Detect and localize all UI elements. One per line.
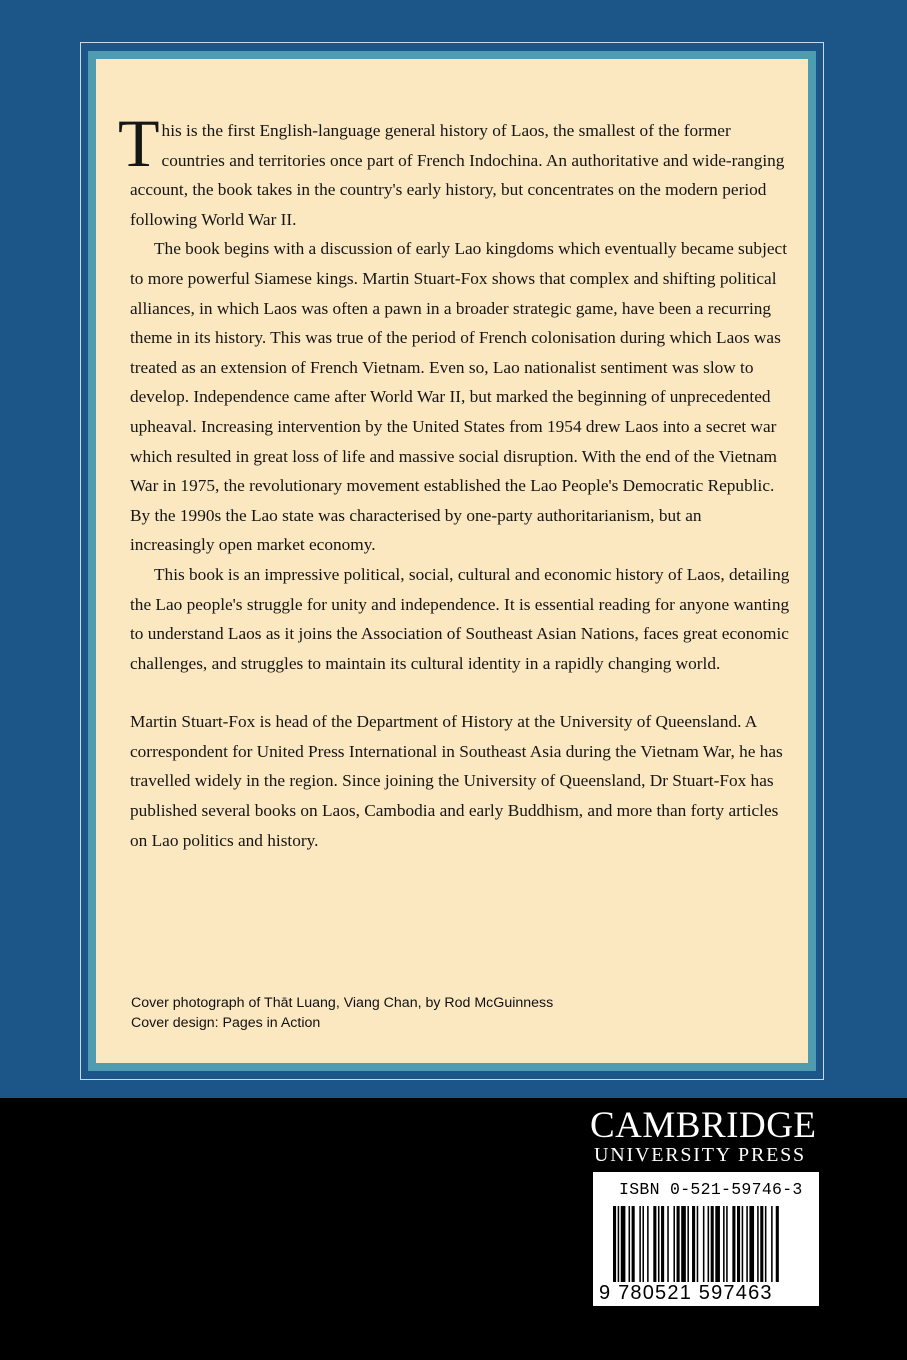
- isbn-label: ISBN 0-521-59746-3: [619, 1180, 803, 1199]
- design-credit: Cover design: Pages in Action: [131, 1014, 321, 1031]
- publisher-name: CAMBRIDGE: [590, 1105, 817, 1146]
- drop-cap: T: [118, 105, 160, 181]
- blurb-paragraph-3: This book is an impressive political, social, cultural and economic history of Laos, detailing the Lao people's struggle for unity and independence. It is essential reading for anyone wanting to understand Laos as it joins the Association of Southeast Asian Nations, faces great economic challenges, and struggles to maintain its cultural identity in a rapidly changing world.: [130, 564, 790, 673]
- blurb-paragraph-1-text: his is the first English-language general history of Laos, the smallest of the former countries and territories once part of French Indochina. An authoritative and wide-ranging account, the book takes in the country's early history, but concentrates on the modern period following World War II.: [130, 121, 785, 229]
- barcode-box: [593, 1172, 819, 1306]
- photo-credit: Cover photograph of Thāt Luang, Viang Chan, by Rod McGuinness: [131, 995, 554, 1011]
- publisher-subtitle: UNIVERSITY PRESS: [594, 1144, 806, 1166]
- blurb-paragraph-2: The book begins with a discussion of early Lao kingdoms which eventually became subject to more powerful Siamese kings. Martin Stuart-Fox shows that complex and shifting political alliances, in which Laos was often a pawn in a broader strategic game, have been a recurring theme in its history. This was true of the period of French colonisation during which Laos was treated as an extension of French Vietnam. Even so, Lao nationalist sentiment was slow to develop. Independence came after World War II, but marked the beginning of unprecedented upheaval. Increasing intervention by the United States from 1954 drew Laos into a secret war which resulted in great loss of life and massive social disruption. With the end of the Vietnam War in 1975, the revolutionary movement established the Lao People's Democratic Republic. By the 1990s the Lao state was characterised by one-party authoritarianism, but an increasingly open market economy.: [130, 239, 788, 555]
- blurb-text: [118, 105, 790, 855]
- barcode-number: 9 780521 597463: [599, 1282, 773, 1304]
- author-bio: Martin Stuart-Fox is head of the Department of History at the University of Queensland. A correspondent for United Press International in Southeast Asia during the Vietnam War, he has travelled widely in the region. Since joining the University of Queensland, Dr Stuart-Fox has published several books on Laos, Cambodia and early Buddhism, and more than forty articles on Lao politics and history.: [130, 712, 783, 850]
- cover-credits: [131, 994, 771, 1033]
- blurb-paragraph-1: [118, 105, 790, 234]
